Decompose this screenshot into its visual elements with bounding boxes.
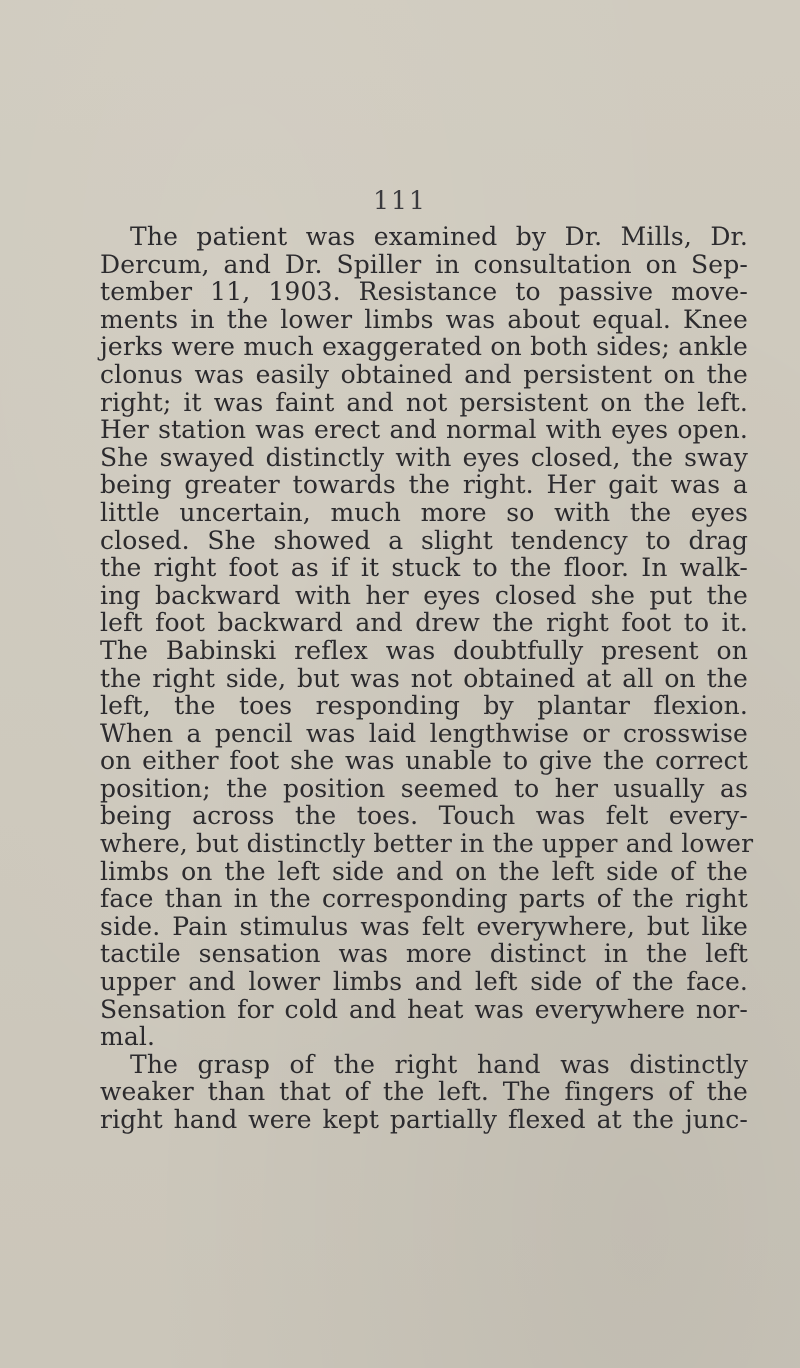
- text-line: Her station was erect and normal with eyes open.: [100, 415, 748, 445]
- text-line: the right foot as if it stuck to the floor. In walk-: [100, 553, 748, 583]
- text-line: ments in the lower limbs was about equal. Knee: [100, 304, 748, 334]
- text-line: face than in the corresponding parts of the right: [100, 884, 748, 914]
- text-line: She swayed distinctly with eyes closed, the sway: [100, 442, 748, 472]
- text-line: the right side, but was not obtained at all on the: [100, 663, 748, 693]
- text-line: little uncertain, much more so with the eyes: [100, 497, 748, 527]
- text-line: tactile sensation was more distinct in the left: [100, 939, 748, 969]
- text-line: Sensation for cold and heat was everywhere nor-: [100, 994, 748, 1024]
- paragraph: [100, 1051, 748, 1134]
- text-line: left, the toes responding by plantar flexion.: [100, 691, 748, 721]
- text-line: limbs on the left side and on the left side of the: [100, 856, 748, 886]
- paragraph: [100, 222, 754, 1052]
- text-line: being across the toes. Touch was felt every-: [100, 801, 748, 831]
- text-line: tember 11, 1903. Resistance to passive move-: [100, 277, 748, 307]
- text-line: on either foot she was unable to give the correct: [100, 746, 748, 776]
- text-line: The Babinski reflex was doubtfully present on: [100, 635, 748, 665]
- text-line: where, but distinctly better in the upper and lower: [100, 829, 754, 859]
- text-line: closed. She showed a slight tendency to drag: [100, 525, 748, 555]
- text-line: When a pencil was laid lengthwise or crosswise: [100, 718, 748, 748]
- text-line: left foot backward and drew the right foot to it.: [100, 608, 748, 638]
- text-line: being greater towards the right. Her gait was a: [100, 470, 748, 500]
- text-line: The grasp of the right hand was distinctly: [130, 1049, 748, 1079]
- page-number: 111: [373, 186, 427, 215]
- text-line: side. Pain stimulus was felt everywhere, but like: [100, 911, 748, 941]
- text-line: ing backward with her eyes closed she put the: [100, 580, 748, 610]
- text-line: right hand were kept partially flexed at the junc-: [100, 1105, 748, 1134]
- text-line: Dercum, and Dr. Spiller in consultation on Sep-: [100, 249, 748, 279]
- text-line: weaker than that of the left. The fingers of the: [100, 1077, 748, 1107]
- text-line: position; the position seemed to her usually as: [100, 773, 748, 803]
- text-line: mal.: [100, 1022, 156, 1052]
- text-line: upper and lower limbs and left side of the face.: [100, 967, 748, 997]
- text-line: jerks were much exaggerated on both sides; ankle: [100, 332, 748, 362]
- body-text: [100, 222, 754, 1134]
- text-line: clonus was easily obtained and persistent on the: [100, 359, 748, 389]
- text-line: The patient was examined by Dr. Mills, Dr.: [130, 222, 748, 251]
- text-line: right; it was faint and not persistent on the left.: [100, 387, 748, 417]
